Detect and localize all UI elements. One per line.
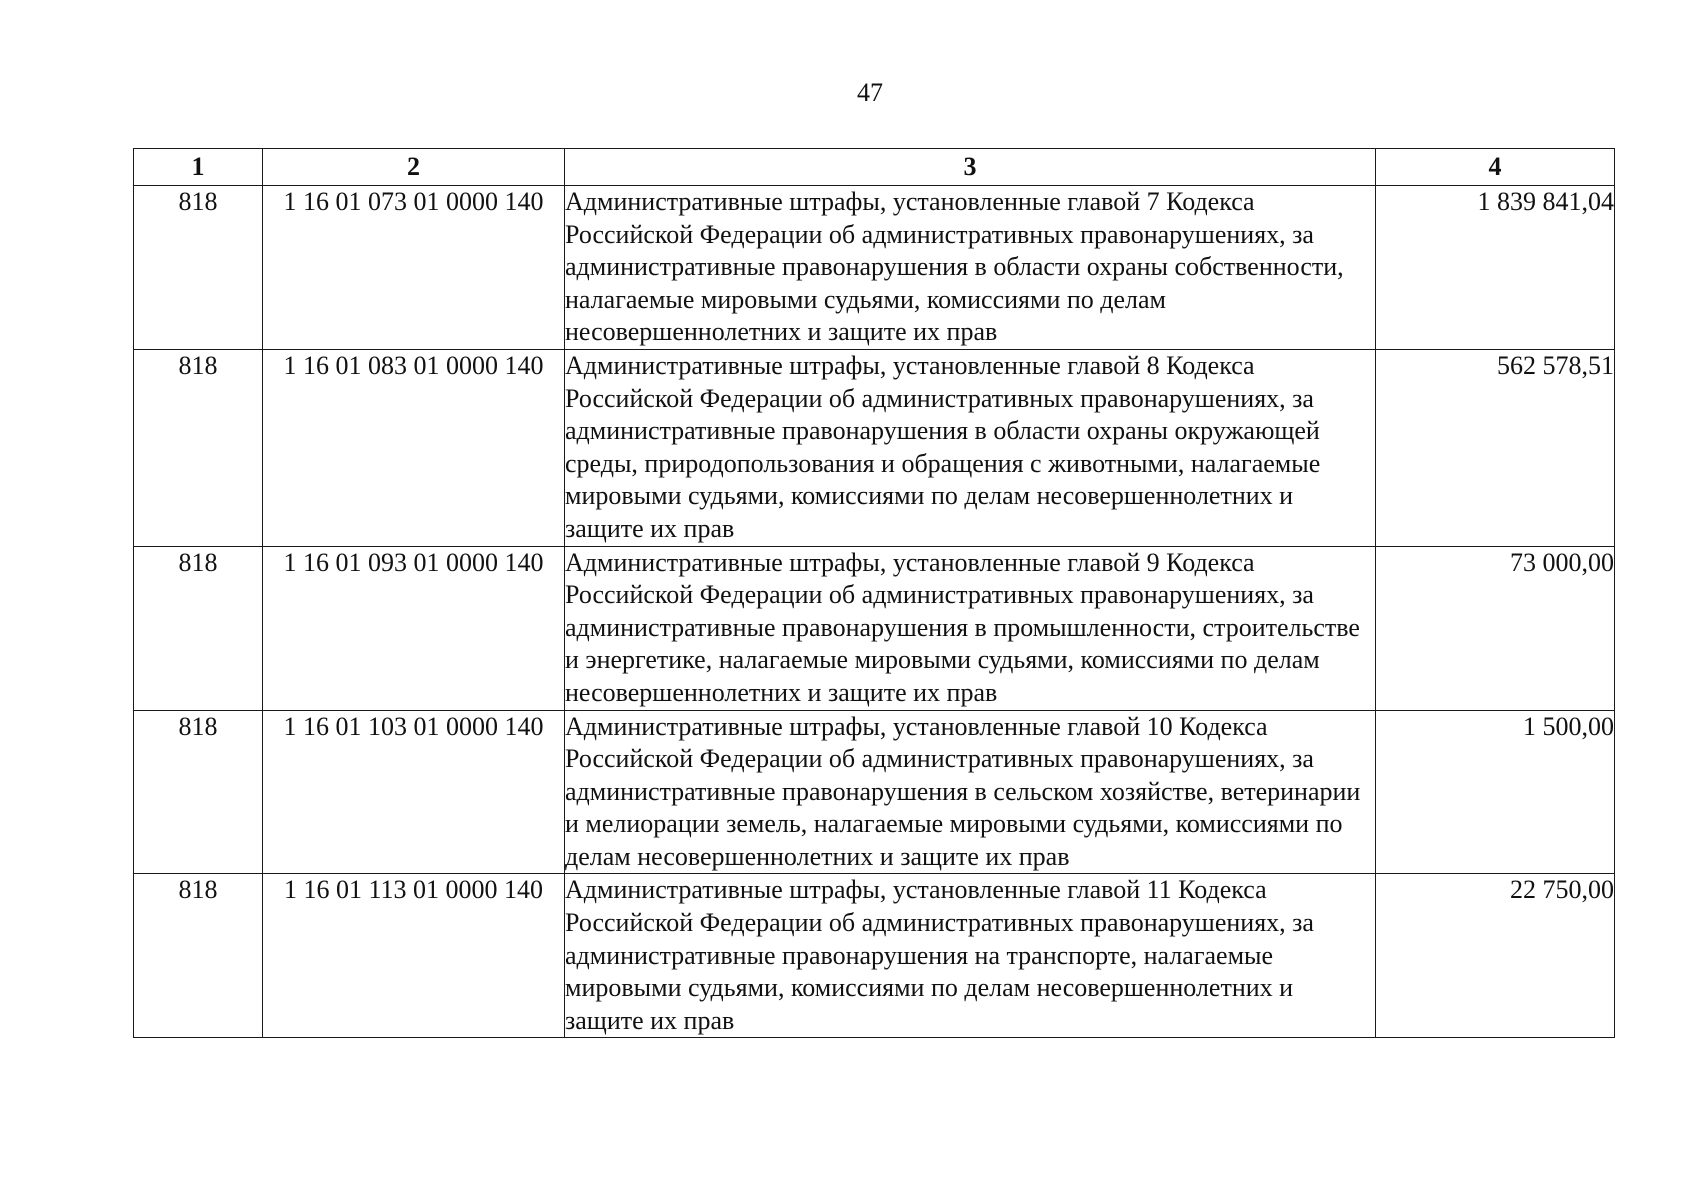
income-name-cell: Административные штрафы, установленные главой 8 Кодекса Российской Федерации об административных правонарушениях, за административные правонарушения в области охраны окружающей среды, природопользования и обращения с животными, налагаемые мировыми судьями, комиссиями по делам несовершеннолетних и защите их прав — [565, 349, 1376, 546]
column-header-3: 3 — [565, 149, 1376, 186]
admin-code-cell: 818 — [134, 186, 263, 350]
table-row — [134, 546, 1615, 710]
budget-revenue-table — [133, 148, 1615, 1038]
table-header-row — [134, 149, 1615, 186]
income-name-cell: Административные штрафы, установленные главой 11 Кодекса Российской Федерации об административных правонарушениях, за административные правонарушения на транспорте, налагаемые мировыми судьями, комиссиями по делам несовершеннолетних и защите их прав — [565, 874, 1376, 1038]
admin-code-cell: 818 — [134, 874, 263, 1038]
column-header-2: 2 — [263, 149, 565, 186]
amount-cell: 1 500,00 — [1376, 710, 1615, 874]
amount-cell: 73 000,00 — [1376, 546, 1615, 710]
income-name-cell: Административные штрафы, установленные главой 9 Кодекса Российской Федерации об административных правонарушениях, за административные правонарушения в промышленности, строительстве и энергетике, налагаемые мировыми судьями, комиссиями по делам несовершеннолетних и защите их прав — [565, 546, 1376, 710]
amount-cell: 1 839 841,04 — [1376, 186, 1615, 350]
income-name-cell: Административные штрафы, установленные главой 10 Кодекса Российской Федерации об административных правонарушениях, за административные правонарушения в сельском хозяйстве, ветеринарии и мелиорации земель, налагаемые мировыми судьями, комиссиями по делам несовершеннолетних и защите их прав — [565, 710, 1376, 874]
kbk-code-cell: 1 16 01 113 01 0000 140 — [263, 874, 565, 1038]
table-row — [134, 710, 1615, 874]
admin-code-cell: 818 — [134, 546, 263, 710]
kbk-code-cell: 1 16 01 083 01 0000 140 — [263, 349, 565, 546]
page-number: 47 — [857, 78, 883, 107]
income-name-cell: Административные штрафы, установленные главой 7 Кодекса Российской Федерации об административных правонарушениях, за административные правонарушения в области охраны собственности, налагаемые мировыми судьями, комиссиями по делам несовершеннолетних и защите их прав — [565, 186, 1376, 350]
table-row — [134, 186, 1615, 350]
table-row — [134, 874, 1615, 1038]
column-header-4: 4 — [1376, 149, 1615, 186]
admin-code-cell: 818 — [134, 710, 263, 874]
column-header-1: 1 — [134, 149, 263, 186]
table-row — [134, 349, 1615, 546]
kbk-code-cell: 1 16 01 073 01 0000 140 — [263, 186, 565, 350]
admin-code-cell: 818 — [134, 349, 263, 546]
amount-cell: 22 750,00 — [1376, 874, 1615, 1038]
amount-cell: 562 578,51 — [1376, 349, 1615, 546]
kbk-code-cell: 1 16 01 093 01 0000 140 — [263, 546, 565, 710]
kbk-code-cell: 1 16 01 103 01 0000 140 — [263, 710, 565, 874]
